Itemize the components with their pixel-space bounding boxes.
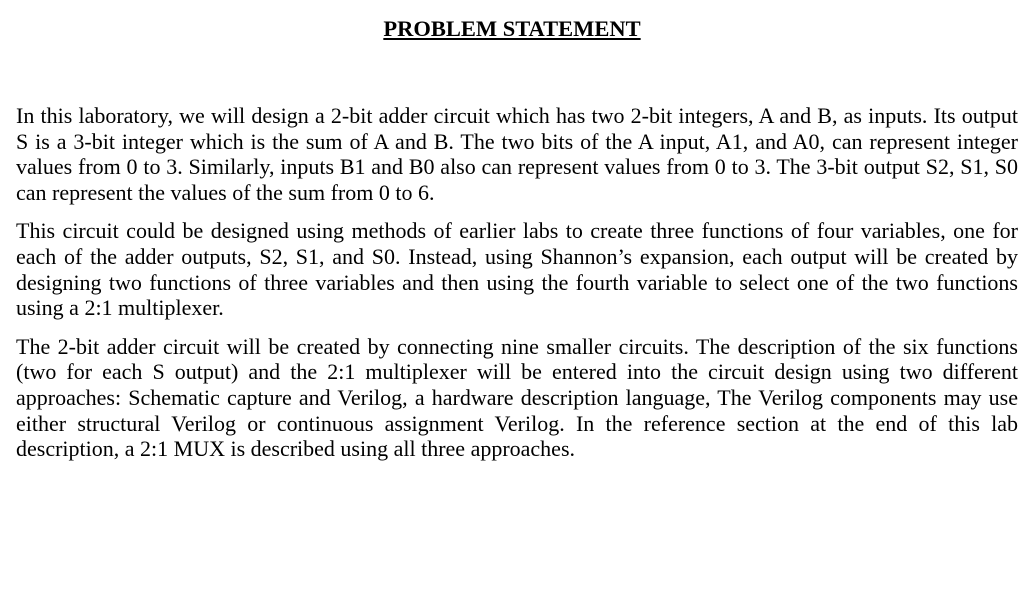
paragraph-introduction: In this laboratory, we will design a 2-bit adder circuit which has two 2-bit integers, A and B, as inputs. Its output S is a 3-bit integer which is the sum of A and B. The two bits of the A input, A1, and A0, can represent integer values from 0 to 3. Similarly, inputs B1 and B0 also can represent values from 0 to 3. The 3-bit output S2, S1, S0 can represent the values of the sum from 0 to 6. — [16, 103, 1018, 205]
paragraph-design-approaches: The 2-bit adder circuit will be created by connecting nine smaller circuits. The description of the six functions (two for each S output) and the 2:1 multiplexer will be entered into the circuit design using two different approaches: Schematic capture and Verilog, a hardware description language, The Verilog components may use either structural Verilog or continuous assignment Verilog. In the reference section at the end of this lab description, a 2:1 MUX is described using all three approaches. — [16, 333, 1018, 462]
page-title: PROBLEM STATEMENT — [383, 16, 641, 41]
document-body — [16, 103, 1018, 475]
paragraph-shannon-expansion: This circuit could be designed using methods of earlier labs to create three functions of four variables, one for each of the adder outputs, S2, S1, and S0. Instead, using Shannon’s expansion, each output will be created by designing two functions of three variables and then using the fourth variable to select one of the two functions using a 2:1 multiplexer. — [16, 218, 1018, 321]
